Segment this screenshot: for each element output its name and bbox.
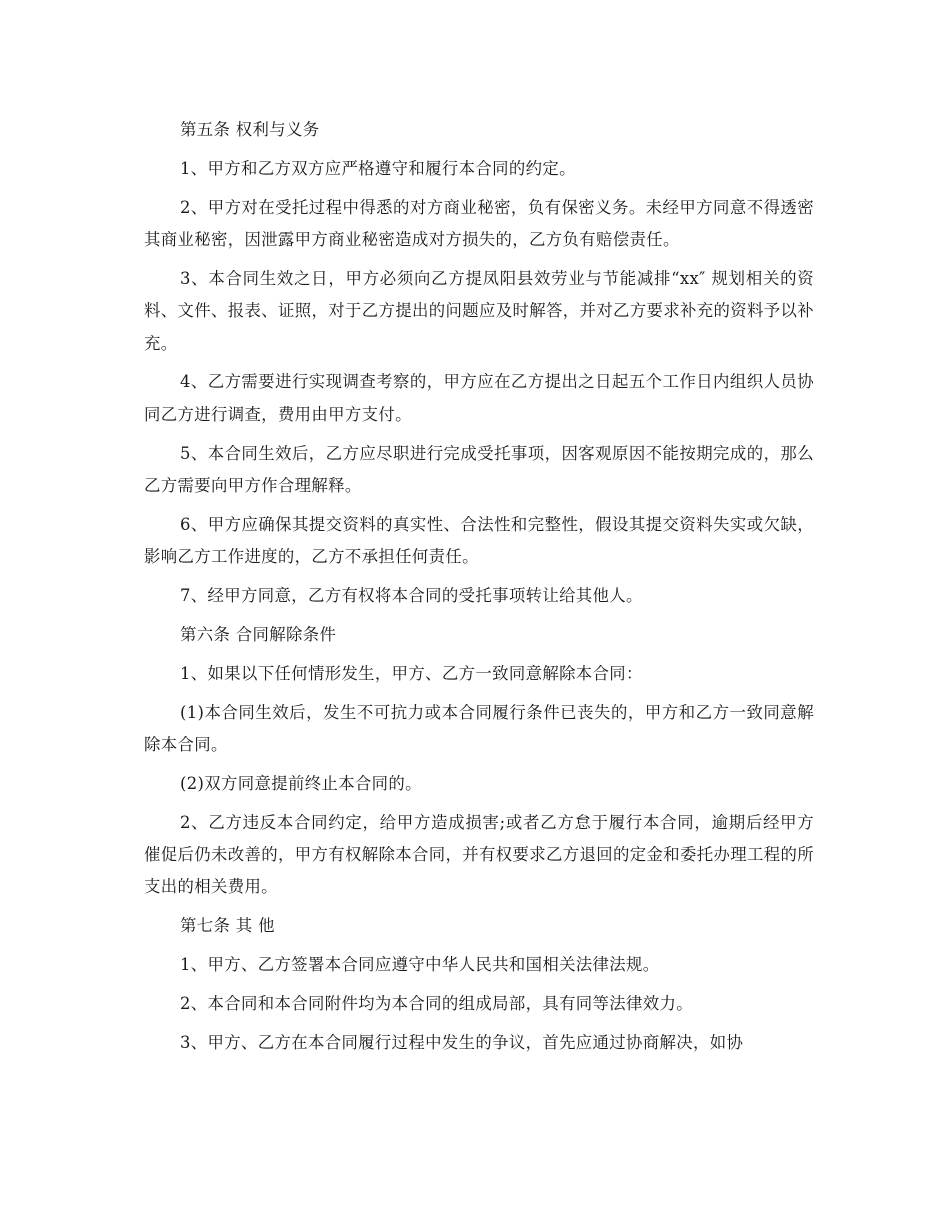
paragraph: 2、本合同和本合同附件均为本合同的组成局部，具有同等法律效力。 [180, 994, 693, 1014]
paragraph: 5、本合同生效后，乙方应尽职进行完成受托事项，因客观原因不能按期完成的，那么乙方需要向甲方作合理解释。 [144, 443, 814, 495]
section-heading-article-6: 第六条 合同解除条件 [180, 624, 337, 644]
section-heading-article-5: 第五条 权利与义务 [180, 120, 320, 139]
paragraph: 6、甲方应确保其提交资料的真实性、合法性和完整性，假设其提交资料失实或欠缺，影响乙方工作进度的，乙方不承担任何责任。 [144, 514, 814, 567]
document-body [144, 114, 814, 1066]
paragraph: 7、经甲方同意，乙方有权将本合同的受托事项转让给其他人。 [180, 586, 643, 606]
paragraph: 1、如果以下任何情形发生，甲方、乙方一致同意解除本合同： [180, 663, 643, 683]
paragraph: 3、本合同生效之日，甲方必须向乙方提凤阳县效劳业与节能减排“xx″ 规划相关的资料、文件、报表、证照，对于乙方提出的问题应及时解答，并对乙方要求补充的资料予以补充。 [144, 268, 814, 353]
section-heading-article-7: 第七条 其 他 [180, 916, 275, 936]
paragraph: 2、乙方违反本合同约定，给甲方造成损害;或者乙方怠于履行本合同，逾期后经甲方催促后仍未改善的，甲方有权解除本合同，并有权要求乙方退回的定金和委托办理工程的所支出的相关费用。 [144, 812, 814, 897]
paragraph: (1)本合同生效后，发生不可抗力或本合同履行条件已丧失的，甲方和乙方一致同意解除本合同。 [144, 702, 814, 754]
paragraph: 1、甲方、乙方签署本合同应遵守中华人民共和国相关法律法规。 [180, 955, 660, 975]
paragraph: 4、乙方需要进行实现调查考察的，甲方应在乙方提出之日起五个工作日内组织人员协同乙方进行调查，费用由甲方支付。 [144, 372, 814, 424]
paragraph: 1、甲方和乙方双方应严格遵守和履行本合同的约定。 [180, 158, 576, 178]
paragraph: (2)双方同意提前终止本合同的。 [180, 773, 422, 793]
paragraph: 3、甲方、乙方在本合同履行过程中发生的争议，首先应通过协商解决，如协 [180, 1032, 744, 1052]
paragraph: 2、甲方对在受托过程中得悉的对方商业秘密，负有保密义务。未经甲方同意不得透密其商业秘密，因泄露甲方商业秘密造成对方损失的，乙方负有赔偿责任。 [144, 197, 814, 250]
